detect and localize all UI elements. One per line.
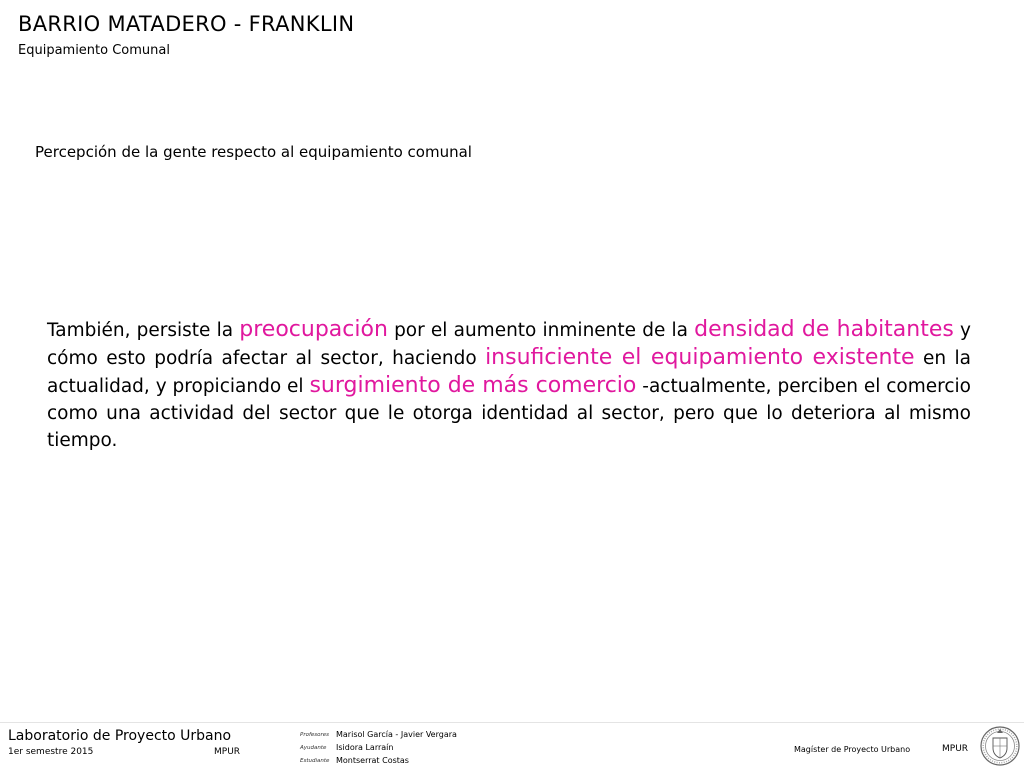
credit-role: Estudiante [300, 757, 330, 764]
university-seal-icon [979, 724, 1021, 772]
body-text-segment: en la actualidad, y propiciando el [47, 348, 971, 397]
page-subtitle: Equipamiento Comunal [18, 43, 170, 58]
credit-role: Profesores [300, 731, 330, 738]
footer [0, 722, 1024, 769]
page-title: BARRIO MATADERO - FRANKLIN [18, 12, 355, 36]
program-code: MPUR [942, 744, 969, 754]
highlight-comercio: surgimiento de más comercio [309, 373, 637, 398]
credit-names: Montserrat Costas [336, 756, 409, 765]
credit-names: Isidora Larraín [336, 743, 394, 752]
credit-row [300, 741, 457, 754]
body-paragraph [47, 316, 971, 454]
credit-row [300, 754, 457, 767]
semester: 1er semestre 2015 [8, 747, 94, 757]
credit-row [300, 728, 457, 741]
body-text-segment: También, persiste la [47, 320, 240, 341]
credits [300, 728, 457, 767]
highlight-densidad: densidad de habitantes [694, 317, 954, 342]
program-name: Magíster de Proyecto Urbano [794, 745, 911, 754]
body-text-segment: -actualmente, perciben el comercio como una actividad del sector que le otorga identidad al sector, pero que lo deteriora al mismo tiempo. [47, 376, 971, 451]
highlight-equipamiento: insuficiente el equipamiento existente [485, 345, 915, 370]
credit-role: Ayudante [300, 744, 327, 751]
program-code: MPUR [214, 747, 241, 757]
body-text-segment: y cómo esto podría afectar al sector, haciendo [47, 320, 971, 369]
section-heading: Percepción de la gente respecto al equipamiento comunal [35, 143, 472, 161]
course-name: Laboratorio de Proyecto Urbano [8, 728, 232, 744]
credit-names: Marisol García - Javier Vergara [336, 730, 457, 739]
body-text-segment: por el aumento inminente de la [387, 320, 695, 341]
highlight-preocupacion: preocupación [239, 317, 388, 342]
